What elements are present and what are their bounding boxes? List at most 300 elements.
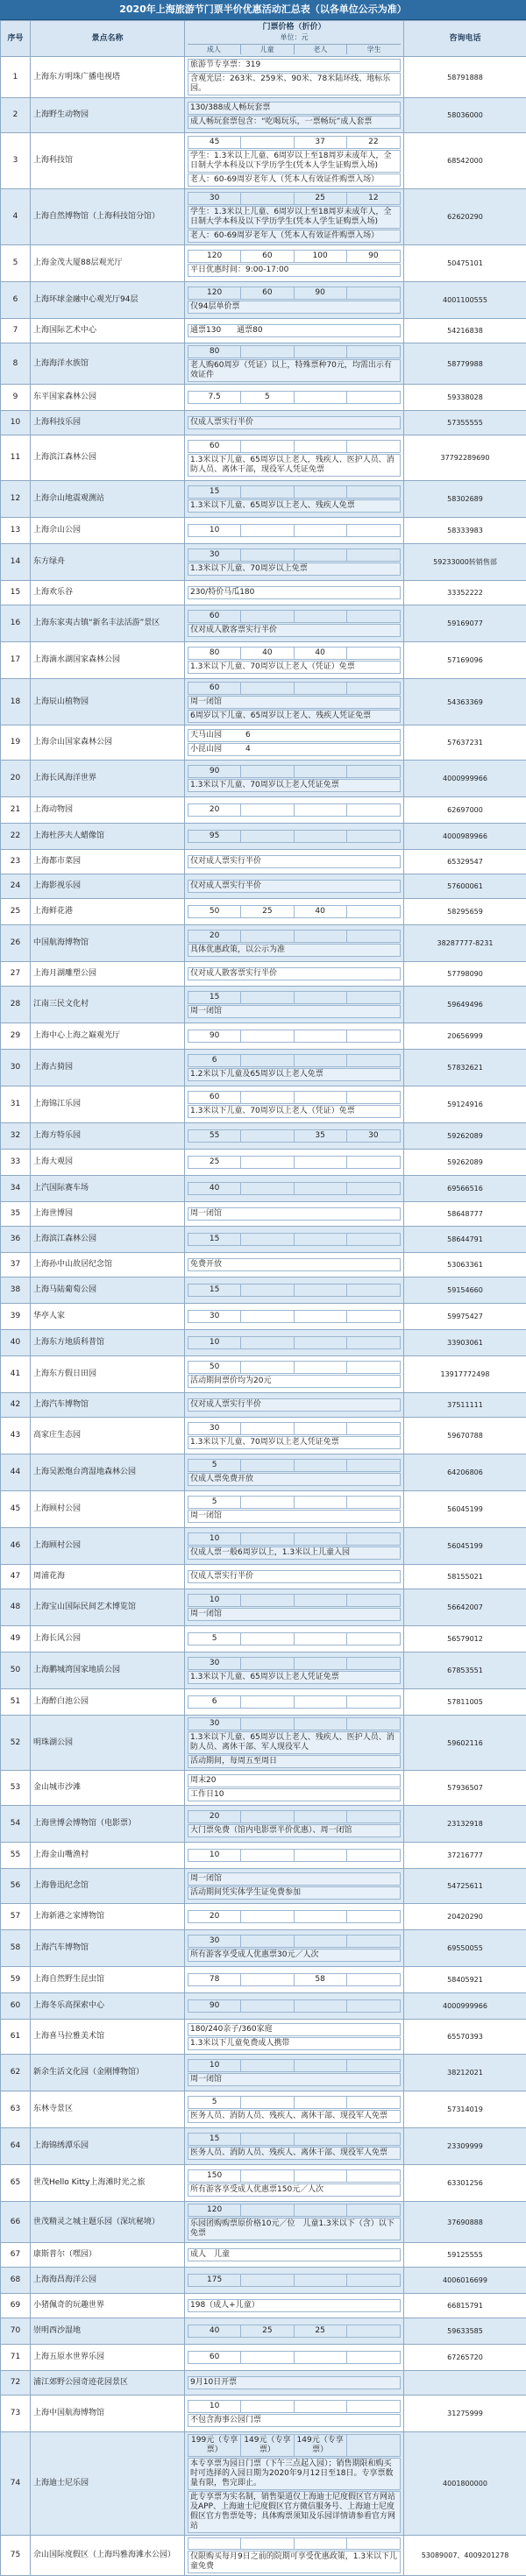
price-cell	[185, 725, 404, 761]
phone-number: 62620290	[404, 189, 526, 245]
table-row	[1, 98, 526, 133]
phone-number: 59649496	[404, 987, 526, 1023]
adult-price: 5	[188, 1497, 241, 1508]
price-box	[188, 2169, 401, 2197]
table-row	[1, 2345, 526, 2371]
student-price	[347, 2000, 400, 2012]
child-price	[241, 1234, 294, 1245]
phone-number: 59262089	[404, 1150, 526, 1176]
table-row	[1, 1253, 526, 1277]
adult-price: 90	[188, 1030, 241, 1042]
adult-price: 80	[188, 648, 241, 659]
price-note: 此专享票为实名制，销售渠道仅上海迪士尼度假区官方网站及APP、上海迪士尼度假区官方微信服务号、上海迪士尼度假区官方售票处等；具体购票须知及乐园详情请参看官方网站	[188, 2491, 401, 2533]
price-cell	[185, 1626, 404, 1652]
table-row	[1, 2318, 526, 2345]
adult-price: 199元（专享票）	[188, 2435, 241, 2456]
attraction-name: 上海滨江森林公园	[31, 1227, 185, 1253]
price-note: 周一闭馆	[188, 1608, 401, 1621]
table-row	[1, 1626, 526, 1652]
child-price	[241, 1497, 294, 1508]
adult-price: 30	[188, 1718, 241, 1730]
child-price	[241, 1633, 294, 1645]
header-name: 景点名称	[31, 21, 185, 57]
price-cell	[185, 133, 404, 189]
price-grid	[188, 1594, 401, 1607]
row-number: 63	[1, 2091, 31, 2128]
senior-price	[295, 1696, 347, 1708]
attraction-name: 佘山国际度假区（上海玛雅海滩水公园）	[31, 2536, 185, 2576]
price-note: 平日优惠时间：9:00-17:00	[188, 264, 401, 277]
price-box	[188, 2248, 401, 2261]
price-note: 活动期间票价均为20元	[188, 1375, 401, 1388]
senior-price: 40	[295, 906, 347, 917]
price-note: 仅对成人散客票实行半价	[188, 624, 401, 637]
price-grid	[188, 136, 401, 149]
table-row	[1, 1393, 526, 1418]
phone-number: 56045199	[404, 1528, 526, 1565]
row-number: 44	[1, 1454, 31, 1491]
adult-price: 30	[188, 1658, 241, 1669]
attraction-name: 上海方特乐园	[31, 1123, 185, 1150]
child-price: 60	[241, 251, 294, 262]
row-number: 15	[1, 581, 31, 605]
price-box	[188, 1910, 401, 1923]
table-row	[1, 1150, 526, 1176]
table-row	[1, 824, 526, 850]
price-box	[188, 2059, 401, 2086]
phone-number: 57798090	[404, 962, 526, 987]
adult-price: 20	[188, 804, 241, 816]
table-row	[1, 1176, 526, 1202]
row-number: 18	[1, 679, 31, 725]
table-row	[1, 2371, 526, 2396]
phone-number: 4001800000	[404, 2432, 526, 2536]
price-cell	[185, 1869, 404, 1904]
attraction-name: 康斯普尔（嘿园）	[31, 2243, 185, 2268]
phone-number: 33352222	[404, 581, 526, 605]
price-grid	[188, 548, 401, 562]
student-price	[347, 392, 400, 403]
adult-price: 50	[188, 906, 241, 917]
row-number: 20	[1, 761, 31, 797]
senior-price	[295, 931, 347, 942]
student-price	[347, 1850, 400, 1861]
table-row	[1, 874, 526, 899]
attraction-name: 上海佘山公园	[31, 518, 185, 544]
row-number: 51	[1, 1689, 31, 1716]
senior-price	[295, 1030, 347, 1042]
student-price	[347, 611, 400, 622]
table-row	[1, 544, 526, 581]
adult-price: 40	[188, 2325, 241, 2337]
price-grid	[188, 682, 401, 695]
price-box	[188, 729, 401, 756]
row-number: 28	[1, 987, 31, 1023]
senior-price	[295, 486, 347, 498]
adult-price: 90	[188, 766, 241, 777]
senior-price	[295, 1911, 347, 1922]
header-phone: 咨询电话	[404, 21, 526, 57]
price-grid	[188, 2169, 401, 2183]
student-price: 22	[347, 137, 400, 148]
child-price	[241, 525, 294, 536]
senior-price: 25	[295, 193, 347, 204]
price-grid	[188, 610, 401, 623]
price-grid	[188, 2537, 401, 2550]
attraction-name: 上海喜马拉雅美术馆	[31, 2020, 185, 2055]
attraction-name: 江南三民文化村	[31, 987, 185, 1023]
adult-price: 78	[188, 1974, 241, 1985]
price-box	[188, 803, 401, 817]
phone-number: 64206806	[404, 1454, 526, 1491]
phone-number: 58155021	[404, 1565, 526, 1589]
price-note: 1.3米以下儿童、70周岁以上老人（凭证）免票	[188, 1105, 401, 1118]
student-price	[347, 2204, 400, 2216]
price-box	[188, 1233, 401, 1246]
price-note: 仅对成人票实行半价	[188, 855, 401, 868]
price-grid	[188, 2133, 401, 2146]
adult-price: 60	[188, 683, 241, 694]
price-grid	[188, 1532, 401, 1546]
student-price	[347, 346, 400, 357]
senior-price	[295, 1183, 347, 1194]
table-row	[1, 642, 526, 679]
attraction-name: 小猪佩奇的玩趣世界	[31, 2294, 185, 2318]
table-row	[1, 2128, 526, 2165]
price-cell	[185, 1277, 404, 1304]
price-note: 所有游客享受成人优惠票150元／人次	[188, 2183, 401, 2197]
row-number: 41	[1, 1356, 31, 1393]
header-price	[185, 21, 404, 57]
table-row	[1, 245, 526, 282]
price-note: 学生：1.3米以上儿童、6周岁以上至18周岁未成年人，全日制大学本科及以下学历学生(凭本人学生证购票入场)	[188, 206, 401, 229]
student-price	[347, 2275, 400, 2286]
price-box	[188, 250, 401, 277]
attraction-name: 上海自然野生昆虫馆	[31, 1967, 185, 1993]
adult-price: 150	[188, 2170, 241, 2182]
price-box	[188, 1422, 401, 1449]
row-number: 7	[1, 319, 31, 343]
phone-number: 38212021	[404, 2055, 526, 2091]
table-row	[1, 133, 526, 189]
table-row	[1, 1930, 526, 1967]
table-row	[1, 2432, 526, 2536]
child-price	[241, 1850, 294, 1861]
phone-number: 56642007	[404, 1589, 526, 1626]
price-grid	[188, 485, 401, 499]
price-note: 老人购60周岁（凭证）以上，特殊票种70元，均需出示有效证件	[188, 359, 401, 382]
child-price	[241, 2134, 294, 2145]
price-grid	[188, 440, 401, 453]
price-cell	[185, 1528, 404, 1565]
price-cell	[185, 2055, 404, 2091]
child-price	[241, 1092, 294, 1103]
phone-number: 57811005	[404, 1689, 526, 1716]
price-note: 仅成人票实行半价	[188, 1570, 401, 1583]
attraction-name: 上海月湖雕塑公园	[31, 962, 185, 987]
price-cell	[185, 1491, 404, 1528]
price-note: 老人：60-69周岁老年人（凭本人有效证件购票入场）	[188, 173, 401, 187]
price-note: 1.3米以下儿童、65周岁以上老人、残疾人免票	[188, 499, 401, 513]
row-number: 31	[1, 1086, 31, 1123]
attractions-table	[0, 20, 526, 2576]
phone-number: 57600061	[404, 874, 526, 899]
price-cell	[185, 962, 404, 987]
table-row	[1, 987, 526, 1023]
senior-price	[295, 1533, 347, 1545]
price-note: 198（成人+儿童）	[188, 2299, 401, 2312]
student-price	[347, 1030, 400, 1042]
price-box	[188, 855, 401, 868]
price-cell	[185, 2318, 404, 2345]
price-box	[188, 524, 401, 537]
price-box	[188, 1532, 401, 1560]
price-cell	[185, 1904, 404, 1930]
senior-price	[295, 1460, 347, 1471]
senior-price: 35	[295, 1130, 347, 1142]
price-box	[188, 136, 401, 187]
phone-number: 57314019	[404, 2091, 526, 2128]
table-row	[1, 411, 526, 435]
price-grid	[188, 250, 401, 263]
price-box	[188, 1999, 401, 2013]
price-cell	[185, 642, 404, 679]
phone-number: 58644791	[404, 1227, 526, 1253]
price-note: 小昆山园 4	[188, 743, 401, 756]
row-number: 27	[1, 962, 31, 987]
price-grid	[188, 1129, 401, 1143]
price-box	[188, 1872, 401, 1900]
table-row	[1, 1491, 526, 1528]
phone-number: 37511111	[404, 1393, 526, 1418]
price-note: 成人 儿童	[188, 2248, 401, 2261]
student-price	[347, 648, 400, 659]
child-price	[241, 1337, 294, 1348]
row-number: 21	[1, 797, 31, 824]
table-row	[1, 761, 526, 797]
price-grid	[188, 2204, 401, 2217]
price-cell	[185, 1050, 404, 1086]
attraction-name: 上海世博会博物馆（电影票）	[31, 1806, 185, 1843]
attraction-name: 中国航海博物馆	[31, 925, 185, 962]
row-number: 8	[1, 343, 31, 385]
attraction-name: 上海佘山国家森林公园	[31, 725, 185, 761]
price-cell	[185, 2128, 404, 2165]
student-price: 12	[347, 193, 400, 204]
child-price: 149元（专享票）	[241, 2435, 294, 2456]
price-note: 6周岁以下儿童、65周岁以上老人、残疾人凭证免票	[188, 710, 401, 723]
student-price	[347, 1658, 400, 1669]
row-number: 3	[1, 133, 31, 189]
table-header	[1, 21, 526, 57]
price-box	[188, 1594, 401, 1621]
attraction-name: 浦江郊野公园奇迹花园景区	[31, 2371, 185, 2396]
price-box	[188, 102, 401, 129]
price-box	[188, 930, 401, 957]
table-row	[1, 2020, 526, 2055]
attraction-name: 上海长风海洋世界	[31, 761, 185, 797]
price-box	[188, 345, 401, 382]
phone-number	[404, 2371, 526, 2396]
senior-price	[295, 525, 347, 536]
row-number: 26	[1, 925, 31, 962]
phone-number: 50475101	[404, 245, 526, 282]
senior-price	[295, 1936, 347, 1947]
price-note: 1.3米以下儿童免费成人携带	[188, 2037, 401, 2050]
price-note: 1.3米以下儿童、70周岁以上老人（凭证）免票	[188, 661, 401, 674]
price-box	[188, 647, 401, 674]
attraction-name: 崇明西沙湿地	[31, 2318, 185, 2345]
attraction-name: 高家庄生态园	[31, 1418, 185, 1454]
student-price: 90	[347, 251, 400, 262]
price-grid	[188, 803, 401, 817]
row-number: 11	[1, 435, 31, 481]
price-cell	[185, 2432, 404, 2536]
price-note: 学生：1.3米以上儿童、6周岁以上至18周岁未成年人，全日制大学本科及以下学历学生(凭本人学生证购票入场)	[188, 150, 401, 173]
student-price	[347, 1811, 400, 1822]
phone-number: 59670788	[404, 1418, 526, 1454]
price-cell	[185, 1123, 404, 1150]
price-box	[188, 2204, 401, 2240]
adult-price: 50	[188, 1362, 241, 1373]
child-price	[241, 2060, 294, 2071]
phone-number: 66815791	[404, 2294, 526, 2318]
table-row	[1, 1356, 526, 1393]
phone-number: 58405921	[404, 1967, 526, 1993]
price-note: 仅成人票免费开放	[188, 1473, 401, 1486]
price-cell	[185, 2243, 404, 2268]
table-row	[1, 2165, 526, 2202]
price-grid	[188, 1336, 401, 1349]
phone-number: 59602116	[404, 1716, 526, 1771]
phone-number: 53089007、4009201278	[404, 2536, 526, 2576]
senior-price	[295, 441, 347, 452]
attraction-name: 上海都市菜园	[31, 850, 185, 874]
price-cell	[185, 2294, 404, 2318]
price-grid	[188, 1695, 401, 1709]
row-number: 59	[1, 1967, 31, 1993]
senior-price	[295, 1423, 347, 1434]
price-box	[188, 59, 401, 96]
attraction-name: 上海顾村公园	[31, 1528, 185, 1565]
phone-number: 4000999966	[404, 761, 526, 797]
attraction-name: 上海金山嘴渔村	[31, 1843, 185, 1869]
attraction-name: 上海海洋水族馆	[31, 343, 185, 385]
price-note: 周一闭馆	[188, 1207, 401, 1221]
student-price	[347, 1497, 400, 1508]
row-number: 9	[1, 385, 31, 411]
row-number: 29	[1, 1023, 31, 1050]
attraction-name: 上海自然博物馆（上海科技馆分馆）	[31, 189, 185, 245]
price-grid	[188, 1361, 401, 1374]
senior-price	[295, 1337, 347, 1348]
senior-price	[295, 1284, 347, 1296]
row-number: 6	[1, 282, 31, 319]
price-note: 仅成人票实行半价	[188, 416, 401, 429]
adult-price: 10	[188, 1337, 241, 1348]
student-price	[347, 1696, 400, 1708]
adult-price: 120	[188, 287, 241, 299]
senior-price	[295, 1633, 347, 1645]
row-number: 61	[1, 2020, 31, 2055]
row-number: 30	[1, 1050, 31, 1086]
student-price	[347, 1936, 400, 1947]
table-row	[1, 385, 526, 411]
price-cell	[185, 850, 404, 874]
child-price	[241, 137, 294, 148]
attraction-name: 上海大观园	[31, 1150, 185, 1176]
table-row	[1, 1123, 526, 1150]
child-price	[241, 1595, 294, 1606]
student-price	[347, 1055, 400, 1066]
child-price	[241, 2097, 294, 2108]
student-price	[347, 1460, 400, 1471]
phone-number: 4001100555	[404, 282, 526, 319]
child-price	[241, 1696, 294, 1708]
price-box	[188, 2400, 401, 2427]
price-box	[188, 1973, 401, 1986]
senior-price	[295, 1234, 347, 1245]
price-note: 仅成人票一般6周岁以上，1.3米以上儿童入园	[188, 1546, 401, 1560]
price-grid	[188, 1284, 401, 1297]
price-cell	[185, 605, 404, 642]
price-note: 周一闭馆	[188, 696, 401, 709]
row-number: 10	[1, 411, 31, 435]
price-note: 130/388成人畅玩套票	[188, 102, 401, 115]
child-price	[241, 1460, 294, 1471]
row-number: 62	[1, 2055, 31, 2091]
table-row	[1, 282, 526, 319]
attraction-name: 上海孙中山故居纪念馆	[31, 1253, 185, 1277]
price-box	[188, 1054, 401, 1081]
price-grid	[188, 524, 401, 537]
price-cell	[185, 2268, 404, 2294]
price-note: 9月10日开票	[188, 2376, 401, 2389]
price-box	[188, 991, 401, 1018]
price-cell	[185, 1304, 404, 1330]
price-grid	[188, 1091, 401, 1104]
price-box	[188, 1849, 401, 1862]
price-box	[188, 2434, 401, 2533]
price-box	[188, 905, 401, 918]
price-cell	[185, 987, 404, 1023]
row-number: 65	[1, 2165, 31, 2202]
adult-price: 20	[188, 1811, 241, 1822]
price-box	[188, 1774, 401, 1801]
price-box	[188, 765, 401, 792]
adult-price: 15	[188, 2134, 241, 2145]
table-row	[1, 1086, 526, 1123]
phone-number: 59338028	[404, 385, 526, 411]
header-child: 儿童	[241, 45, 295, 54]
table-row	[1, 1806, 526, 1843]
senior-price	[295, 2538, 347, 2549]
attraction-name: 华亭人家	[31, 1304, 185, 1330]
student-price	[347, 525, 400, 536]
table-row	[1, 1771, 526, 1806]
price-box	[188, 1717, 401, 1768]
price-cell	[185, 1689, 404, 1716]
phone-number: 38287777-8231	[404, 925, 526, 962]
price-cell	[185, 98, 404, 133]
table-row	[1, 1304, 526, 1330]
table-row	[1, 1050, 526, 1086]
price-cell	[185, 544, 404, 581]
table-row	[1, 1843, 526, 1869]
student-price: 30	[347, 1130, 400, 1142]
student-price	[347, 2170, 400, 2182]
price-note: 旅游节专享票：319	[188, 59, 401, 72]
